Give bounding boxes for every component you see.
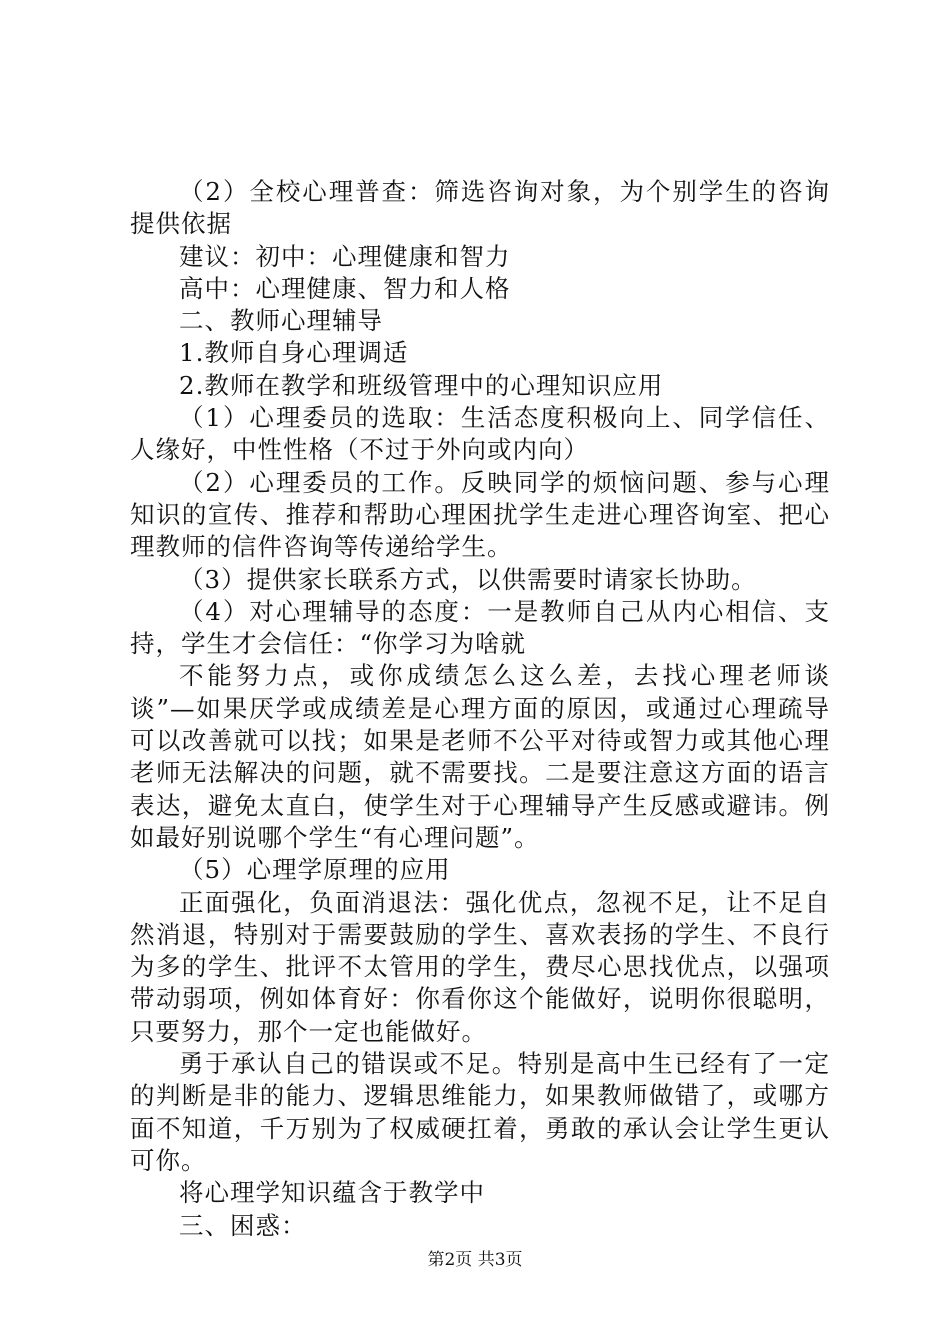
paragraph: （1）心理委员的选取：生活态度积极向上、同学信任、人缘好，中性性格（不过于外向或内向） — [130, 403, 830, 465]
paragraph: 高中：心理健康、智力和人格 — [179, 273, 511, 303]
paragraph: （2）心理委员的工作。反映同学的烦恼问题、参与心理知识的宣传、推荐和帮助心理困扰学生走进心理咨询室、把心理教师的信件咨询等传递给学生。 — [130, 467, 830, 562]
paragraph: （3）提供家长联系方式，以供需要时请家长协助。 — [179, 564, 757, 594]
paragraph: （5）心理学原理的应用 — [179, 855, 451, 885]
paragraph: （4）对心理辅导的态度：一是教师自己从内心相信、支持，学生才会信任：“你学习为啥就 — [130, 596, 830, 659]
section-heading: 三、困惑： — [179, 1210, 307, 1240]
paragraph: 将心理学知识蕴含于教学中 — [179, 1178, 485, 1208]
paragraph: 建议：初中：心理健康和智力 — [179, 241, 511, 271]
paragraph: 1.教师自身心理调适 — [179, 338, 409, 368]
paragraph: （2）全校心理普查：筛选咨询对象，为个别学生的咨询提供依据 — [130, 177, 830, 239]
paragraph: 正面强化，负面消退法：强化优点，忽视不足，让不足自然消退，特别对于需要鼓励的学生、喜欢表扬的学生、不良行为多的学生、批评不太管用的学生，费尽心思找优点，以强项带动弱项，例如体育好：你看你这个能做好，说明你很聪明，只要努力，那个一定也能做好。 — [130, 887, 830, 1046]
section-heading: 二、教师心理辅导 — [179, 306, 383, 336]
paragraph: 勇于承认自己的错误或不足。特别是高中生已经有了一定的判断是非的能力、逻辑思维能力，如果教师做错了，或哪方面不知道，千万别为了权威硬扛着，勇敢的承认会让学生更认可你。 — [130, 1049, 830, 1175]
page-footer: 第2页 共3页 — [427, 1250, 523, 1270]
paragraph: 2.教师在教学和班级管理中的心理知识应用 — [179, 370, 664, 400]
document-body — [130, 176, 830, 1242]
paragraph: 不能努力点，或你成绩怎么这么差，去找心理老师谈谈”—如果厌学或成绩差是心理方面的原因，或通过心理疏导可以改善就可以找；如果是老师不公平对待或智力或其他心理老师无法解决的问题，就不需要找。二是要注意这方面的语言表达，避免太直白，使学生对于心理辅导产生反感或避讳。例如最好别说哪个学生“有心理问题”。 — [130, 661, 830, 852]
